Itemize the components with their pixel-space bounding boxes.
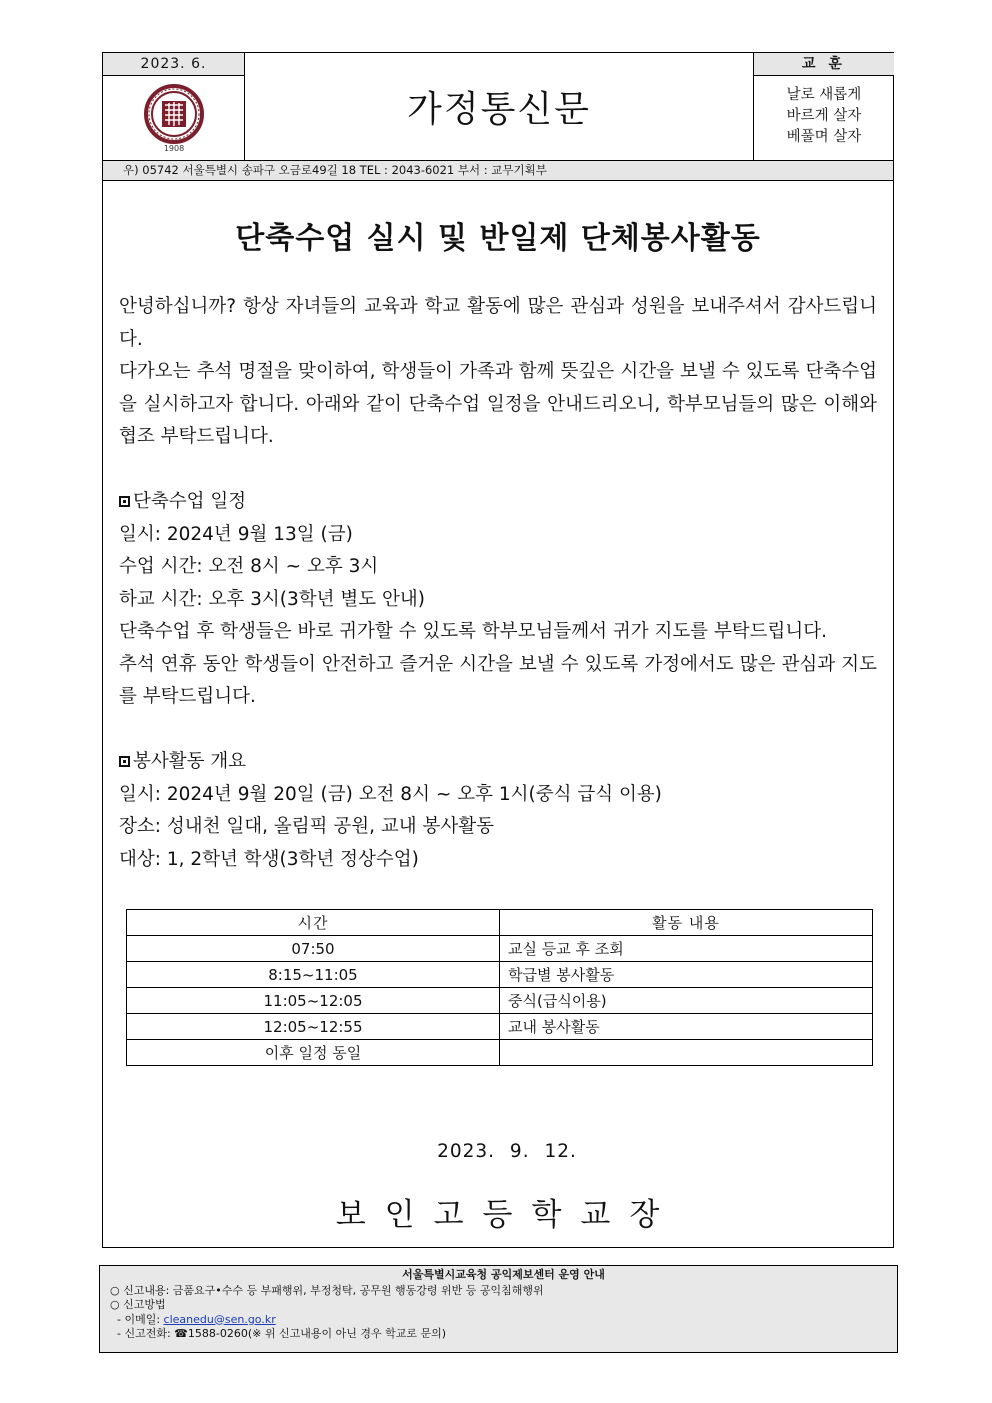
schedule-line: 단축수업 후 학생들은 바로 귀가할 수 있도록 학부모님들께서 귀가 지도를 부탁드립니다. [119, 621, 828, 642]
section-heading: 봉사활동 개요 [119, 746, 877, 779]
activity-cell: 중식(급식이용) [500, 988, 873, 1014]
time-cell: 12:05~12:55 [127, 1014, 500, 1040]
footer-line: ○ 신고방법 [110, 1298, 166, 1311]
school-address: 우) 05742 서울특별시 송파구 오금로49길 18 TEL : 2043-6021 부서 : 교무기획부 [103, 160, 893, 181]
activity-cell: 교실 등교 후 조회 [500, 936, 873, 962]
newsletter-title: 가정통신문 [407, 89, 591, 130]
activity-cell [500, 1040, 873, 1066]
time-cell: 이후 일정 동일 [127, 1040, 500, 1066]
schedule-line: 일시: 2024년 9월 13일 (금) [119, 523, 353, 545]
email-link[interactable]: cleanedu@sen.go.kr [163, 1312, 276, 1326]
intro-paragraph: 안녕하십니까? 항상 자녀들의 교육과 학교 활동에 많은 관심과 성원을 보내주셔서 감사드립니다. [119, 296, 877, 350]
intro-paragraph: 다가오는 추석 명절을 맞이하여, 학생들이 가족과 함께 뜻깊은 시간을 보낼 수 있도록 단축수업을 실시하고자 합니다. 아래와 같이 단축수업 일정을 안내드리오니, 학부모님들의 많은 이해와 협조 부탁드립니다. [119, 361, 877, 447]
document-title: 단축수업 실시 및 반일제 단체봉사활동 [235, 221, 761, 256]
footer-phone-line: - 신고전화: ☎1588-0260(※ 위 신고내용이 아닌 경우 학교로 문의) [110, 1327, 446, 1340]
issue-date: 2023. 6. [103, 53, 244, 76]
table-row [127, 1040, 873, 1066]
activity-schedule-table [126, 909, 873, 1066]
volunteer-line: 장소: 성내천 일대, 올림픽 공원, 교내 봉사활동 [119, 816, 494, 837]
volunteer-line: 대상: 1, 2학년 학생(3학년 정상수업) [119, 848, 419, 870]
motto-label: 교 훈 [754, 53, 894, 76]
footer-email-line: - 이메일: cleanedu@sen.go.kr [110, 1312, 276, 1326]
column-header-activity: 활동 내용 [500, 910, 873, 936]
table-row [127, 1014, 873, 1040]
schedule-line: 하교 시간: 오후 3시(3학년 별도 안내) [119, 588, 425, 610]
header-left [103, 53, 245, 160]
activity-cell: 교내 봉사활동 [500, 1014, 873, 1040]
table-row [127, 988, 873, 1014]
seal-year: 1908 [163, 144, 184, 153]
schedule-line: 추석 연휴 동안 학생들이 안전하고 즐거운 시간을 보낼 수 있도록 가정에서도 많은 관심과 지도를 부탁드립니다. [119, 653, 877, 707]
volunteer-line: 일시: 2024년 9월 20일 (금) 오전 8시 ~ 오후 1시(중식 급식 이용) [119, 783, 662, 805]
activity-cell: 학급별 봉사활동 [500, 962, 873, 988]
motto-line: 날로 새롭게 [786, 87, 862, 103]
footer-title: 서울특별시교육청 공익제보센터 운영 안내 [402, 1268, 605, 1281]
document-body [119, 291, 877, 876]
schedule-line: 수업 시간: 오전 8시 ~ 오후 3시 [119, 556, 379, 577]
whistleblower-notice [99, 1265, 898, 1353]
motto-line: 베풀며 살자 [786, 129, 862, 145]
bullet-square-icon [119, 756, 130, 767]
table-row [127, 962, 873, 988]
notice-frame [102, 52, 894, 1248]
signature-date: 2023. 9. 12. [437, 1141, 577, 1162]
time-cell: 11:05~12:05 [127, 988, 500, 1014]
principal-signature: 보인고등학교장 [335, 1197, 679, 1233]
motto-line: 바르게 살자 [786, 108, 862, 124]
column-header-time: 시간 [127, 910, 500, 936]
header-right [753, 53, 894, 160]
time-cell: 07:50 [127, 936, 500, 962]
school-motto [754, 76, 894, 148]
table-header-row [127, 910, 873, 936]
table-row [127, 936, 873, 962]
school-seal-icon [141, 83, 207, 153]
section-heading: 단축수업 일정 [119, 486, 877, 519]
footer-line: ○ 신고내용: 금품요구•수수 등 부패행위, 부정청탁, 공무원 행동강령 위반 등 공익침해행위 [110, 1283, 544, 1297]
bullet-square-icon [119, 496, 130, 507]
time-cell: 8:15~11:05 [127, 962, 500, 988]
